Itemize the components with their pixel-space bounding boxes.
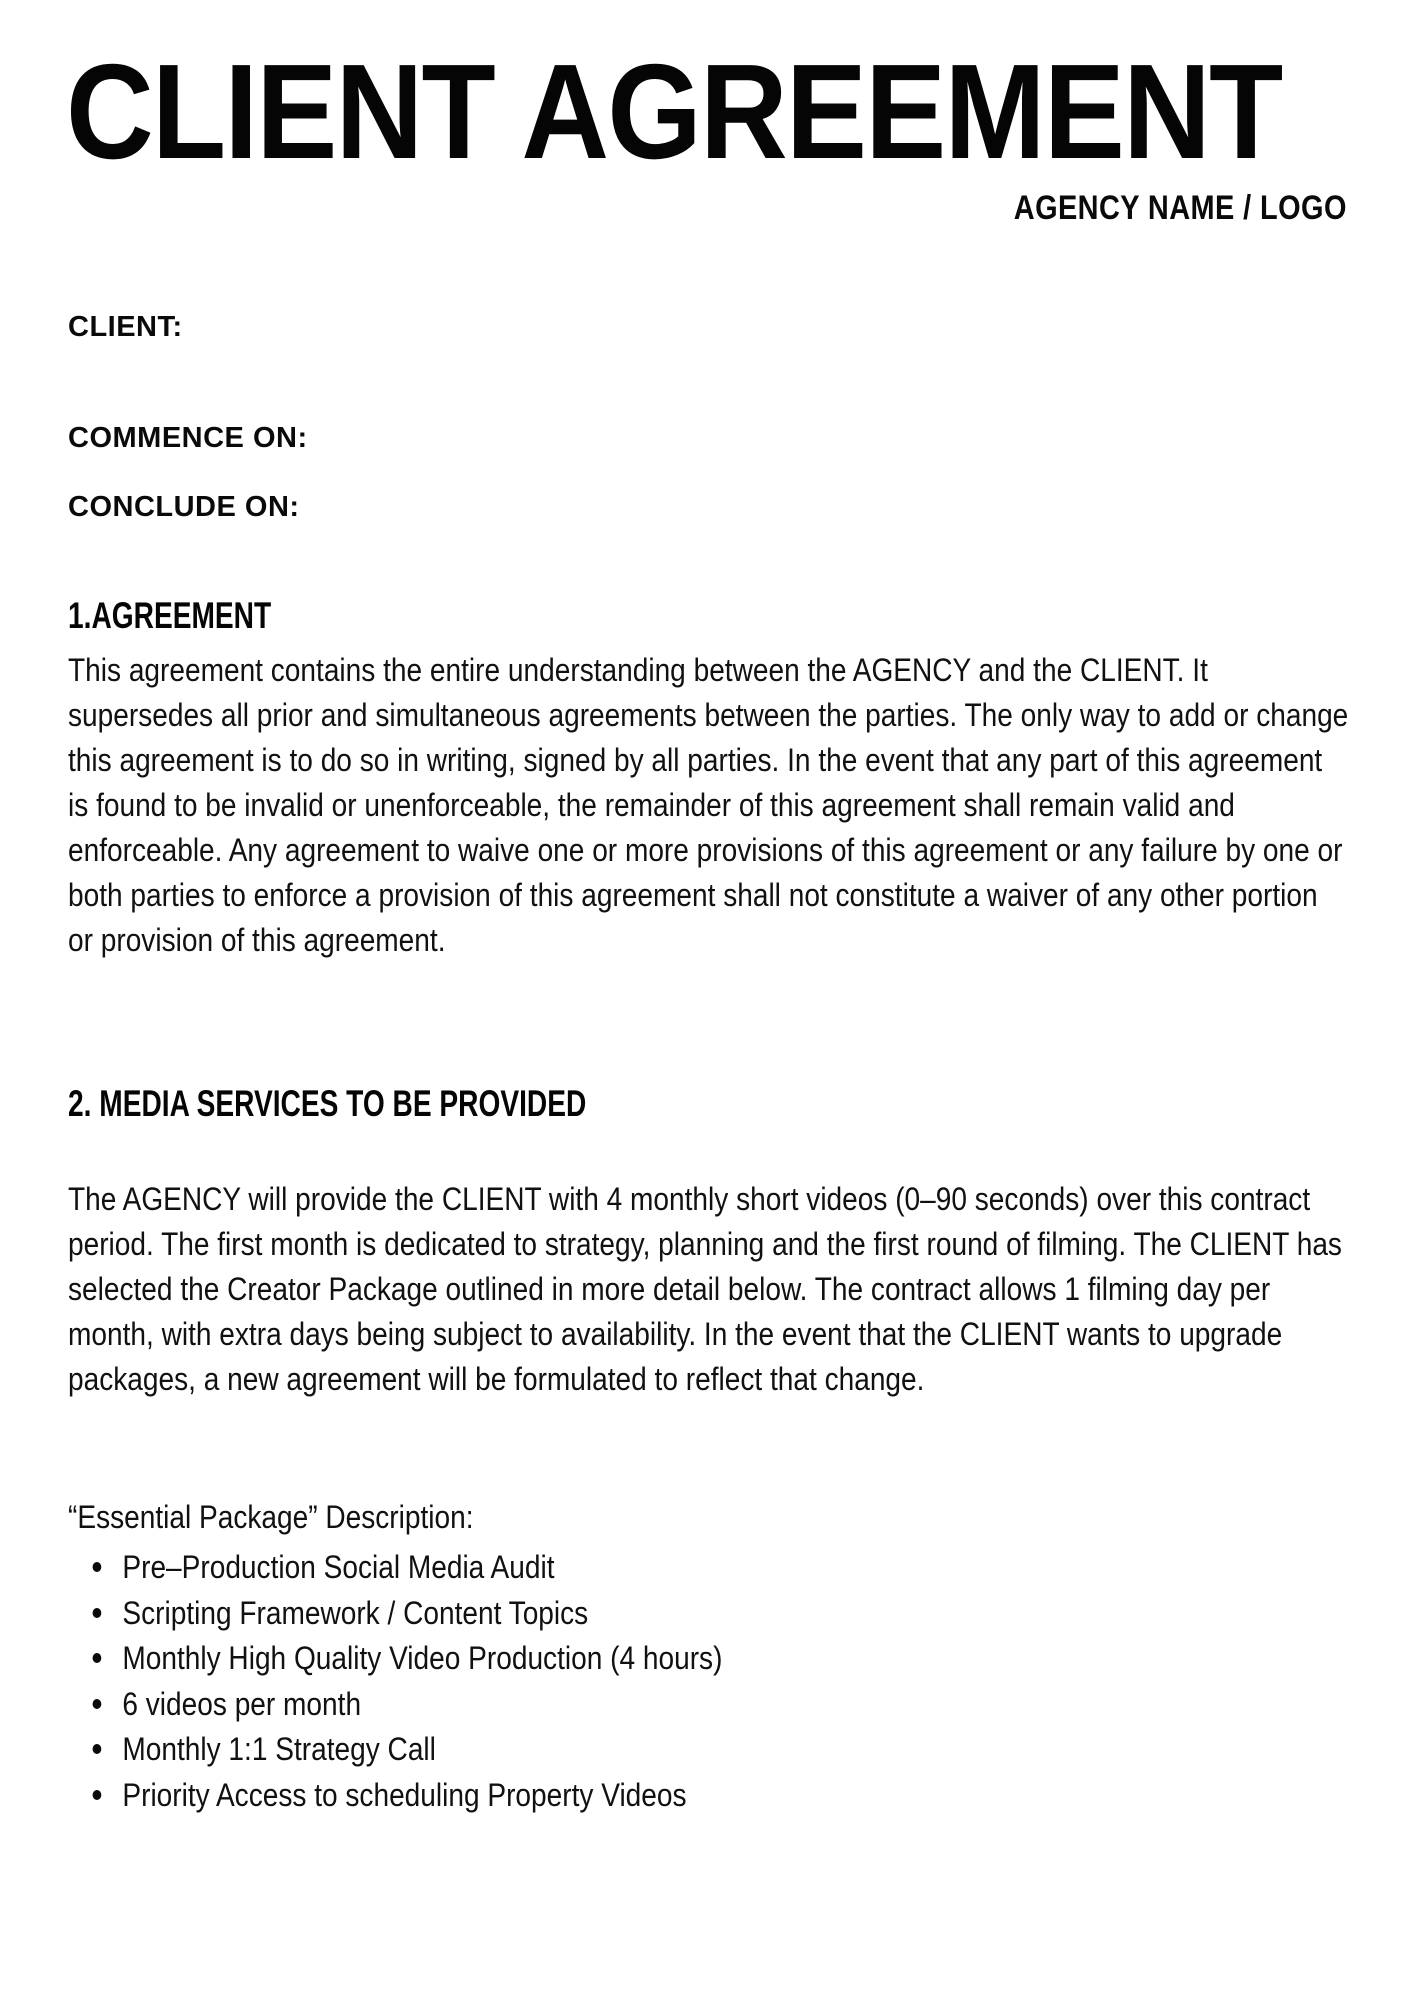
package-feature-list <box>68 1545 1348 1818</box>
document-title: CLIENT AGREEMENT <box>66 36 1282 187</box>
list-item-label: Scripting Framework / Content Topics <box>122 1594 589 1631</box>
agency-name-logo: AGENCY NAME / LOGO <box>1013 189 1347 227</box>
list-item-label: 6 videos per month <box>122 1685 362 1722</box>
list-item-label: Pre–Production Social Media Audit <box>122 1549 555 1585</box>
section-1-agreement-body: This agreement contains the entire understanding between the AGENCY and the CLIENT. It supersedes all prior and simultaneous agreements between the parties. The only way to add or change this agreement is to do so in writing, signed by all parties. In the event that any part of this agreement is found to be invalid or unenforceable, the remainder of this agreement shall remain valid and enforceable. Any agreement to waive one or more provisions of this agreement or any failure by one or both parties to enforce a provision of this agreement shall not constitute a waiver of any other portion or provision of this agreement. <box>68 652 1349 958</box>
section-2-media-services-body: The AGENCY will provide the CLIENT with 4 monthly short videos (0–90 seconds) over this contract period. The first month is dedicated to strategy, planning and the first round of filming. The CLIENT has selected the Creator Package outlined in more detail below. The contract allows 1 filming day per month, with extra days being subject to availability. In the event that the CLIENT wants to upgrade packages, a new agreement will be formulated to reflect that change. <box>68 1181 1342 1397</box>
bullet-icon <box>93 1608 102 1618</box>
conclude-on-field-label: CONCLUDE ON: <box>68 491 300 523</box>
list-item <box>68 1773 1348 1819</box>
section-1-agreement-heading: 1.AGREEMENT <box>68 595 272 636</box>
list-item <box>68 1545 1348 1591</box>
bullet-icon <box>93 1744 102 1754</box>
list-item <box>68 1727 1348 1773</box>
essential-package-description-heading: “Essential Package” Description: <box>68 1499 474 1535</box>
client-field-label: CLIENT: <box>68 311 183 343</box>
list-item <box>68 1591 1348 1637</box>
bullet-icon <box>93 1562 102 1572</box>
list-item <box>68 1636 1348 1682</box>
bullet-icon <box>93 1699 102 1709</box>
section-2-media-services-heading: 2. MEDIA SERVICES TO BE PROVIDED <box>68 1083 587 1124</box>
bullet-icon <box>93 1790 102 1800</box>
list-item-label: Monthly 1:1 Strategy Call <box>122 1731 436 1767</box>
bullet-icon <box>93 1653 102 1663</box>
list-item <box>68 1682 1348 1728</box>
list-item-label: Priority Access to scheduling Property Videos <box>122 1776 687 1813</box>
list-item-label: Monthly High Quality Video Production (4 hours) <box>122 1640 723 1676</box>
commence-on-field-label: COMMENCE ON: <box>68 422 308 454</box>
